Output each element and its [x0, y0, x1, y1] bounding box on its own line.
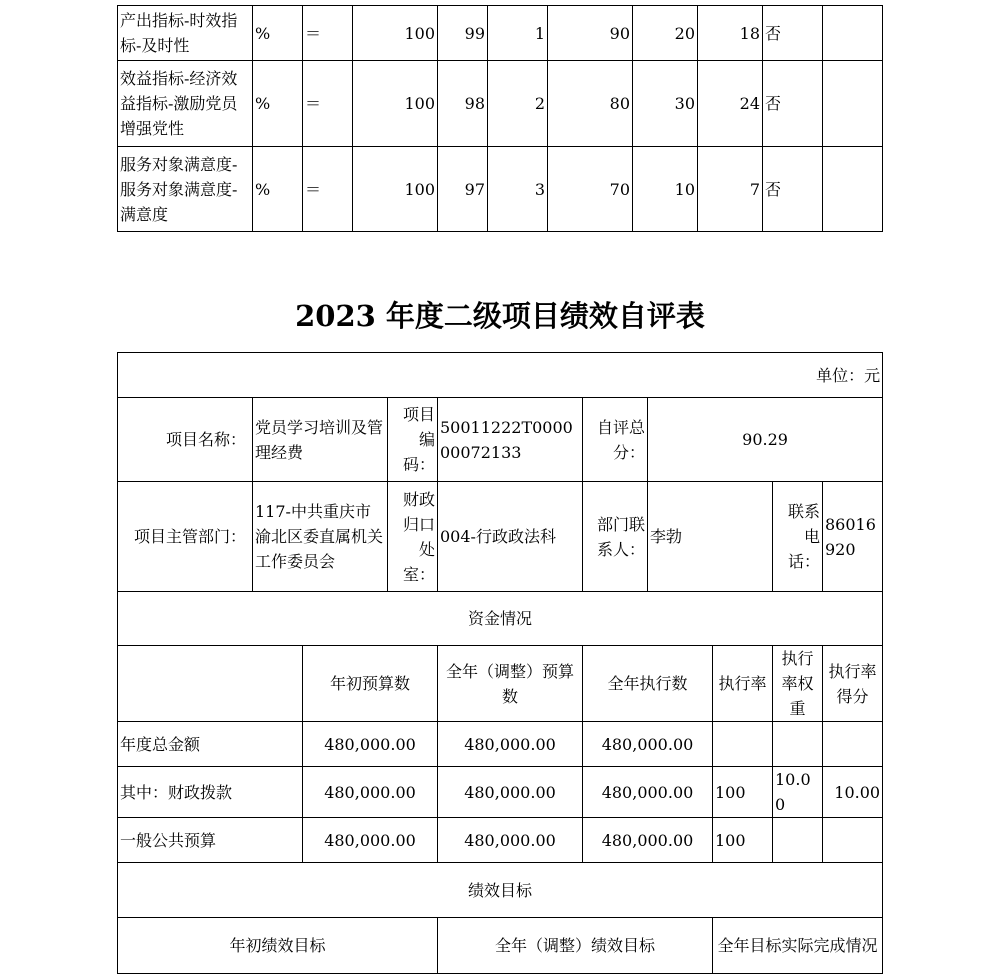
funds-initial: 480,000.00	[303, 767, 438, 818]
indicator-name: 产出指标-时效指标-及时性	[118, 6, 253, 61]
funds-initial: 480,000.00	[303, 722, 438, 767]
indicator-operator: ＝	[303, 61, 353, 147]
project-name-value: 党员学习培训及管理经费	[253, 398, 388, 482]
table-row	[118, 6, 883, 61]
dept-info-row	[118, 482, 883, 592]
indicator-diff: 2	[488, 61, 548, 147]
header-executed: 全年执行数	[583, 646, 713, 722]
funds-executed: 480,000.00	[583, 767, 713, 818]
dept-value: 117-中共重庆市渝北区委直属机关工作委员会	[253, 482, 388, 592]
funds-adjusted: 480,000.00	[438, 767, 583, 818]
header-adjusted-budget: 全年（调整）预算数	[438, 646, 583, 722]
funds-weight	[773, 818, 823, 863]
indicator-name: 服务对象满意度-服务对象满意度-满意度	[118, 147, 253, 232]
goals-section-row	[118, 863, 883, 918]
project-code-label: 项目编码：	[388, 398, 438, 482]
indicator-target: 100	[353, 61, 438, 147]
contact-label: 部门联系人：	[583, 482, 648, 592]
indicator-unit: %	[253, 61, 303, 147]
office-label: 财政归口处室：	[388, 482, 438, 592]
goals-section-title: 绩效目标	[118, 863, 883, 918]
indicator-score: 7	[698, 147, 763, 232]
self-score-value: 90.29	[648, 398, 883, 482]
header-rate-weight: 执行率权重	[773, 646, 823, 722]
indicator-score: 24	[698, 61, 763, 147]
funds-row-label: 一般公共预算	[118, 818, 303, 863]
self-score-label: 自评总分：	[583, 398, 648, 482]
funds-adjusted: 480,000.00	[438, 722, 583, 767]
page-title: 2023 年度二级项目绩效自评表	[295, 299, 705, 333]
funds-score	[823, 818, 883, 863]
phone-value: 86016920	[823, 482, 883, 592]
phone-label: 联系电话：	[773, 482, 823, 592]
self-evaluation-table	[117, 352, 883, 974]
header-exec-rate: 执行率	[713, 646, 773, 722]
header-initial-budget: 年初预算数	[303, 646, 438, 722]
header-initial-goal: 年初绩效目标	[118, 918, 438, 974]
funds-rate	[713, 722, 773, 767]
indicator-diff: 3	[488, 147, 548, 232]
indicator-value: 90	[548, 6, 633, 61]
indicator-flag: 否	[763, 61, 823, 147]
funds-weight: 10.00	[773, 767, 823, 818]
table-row	[118, 722, 883, 767]
indicator-target: 100	[353, 6, 438, 61]
funds-section-row	[118, 592, 883, 646]
table-row	[118, 767, 883, 818]
funds-score	[823, 722, 883, 767]
header-goal-completion: 全年目标实际完成情况	[713, 918, 883, 974]
indicator-remark	[823, 61, 883, 147]
funds-rate: 100	[713, 818, 773, 863]
indicator-score: 18	[698, 6, 763, 61]
funds-row-label: 年度总金额	[118, 722, 303, 767]
indicator-unit: %	[253, 6, 303, 61]
unit-label: 单位：元	[118, 353, 883, 398]
indicator-unit: %	[253, 147, 303, 232]
indicator-diff: 1	[488, 6, 548, 61]
indicator-weight: 10	[633, 147, 698, 232]
header-rate-score: 执行率得分	[823, 646, 883, 722]
indicator-name: 效益指标-经济效益指标-激励党员增强党性	[118, 61, 253, 147]
table-row	[118, 818, 883, 863]
table-row	[118, 147, 883, 232]
indicator-weight: 20	[633, 6, 698, 61]
indicator-operator: ＝	[303, 147, 353, 232]
goals-header-row	[118, 918, 883, 974]
indicator-actual: 98	[438, 61, 488, 147]
indicator-remark	[823, 6, 883, 61]
funds-adjusted: 480,000.00	[438, 818, 583, 863]
indicator-weight: 30	[633, 61, 698, 147]
indicator-actual: 99	[438, 6, 488, 61]
indicator-target: 100	[353, 147, 438, 232]
funds-rate: 100	[713, 767, 773, 818]
funds-score: 10.00	[823, 767, 883, 818]
table-row	[118, 61, 883, 147]
contact-value: 李勃	[648, 482, 773, 592]
indicator-table	[117, 5, 883, 232]
office-value: 004-行政政法科	[438, 482, 583, 592]
header-adjusted-goal: 全年（调整）绩效目标	[438, 918, 713, 974]
project-name-label: 项目名称：	[118, 398, 253, 482]
funds-executed: 480,000.00	[583, 722, 713, 767]
funds-section-title: 资金情况	[118, 592, 883, 646]
indicator-actual: 97	[438, 147, 488, 232]
indicator-remark	[823, 147, 883, 232]
indicator-value: 70	[548, 147, 633, 232]
funds-initial: 480,000.00	[303, 818, 438, 863]
indicator-flag: 否	[763, 6, 823, 61]
project-info-row	[118, 398, 883, 482]
funds-row-label: 其中：财政拨款	[118, 767, 303, 818]
unit-row	[118, 353, 883, 398]
indicator-value: 80	[548, 61, 633, 147]
funds-weight	[773, 722, 823, 767]
indicator-operator: ＝	[303, 6, 353, 61]
project-code-value: 50011222T000000072133	[438, 398, 583, 482]
indicator-flag: 否	[763, 147, 823, 232]
dept-label: 项目主管部门：	[118, 482, 253, 592]
funds-header-blank	[118, 646, 303, 722]
funds-header-row	[118, 646, 883, 722]
funds-executed: 480,000.00	[583, 818, 713, 863]
